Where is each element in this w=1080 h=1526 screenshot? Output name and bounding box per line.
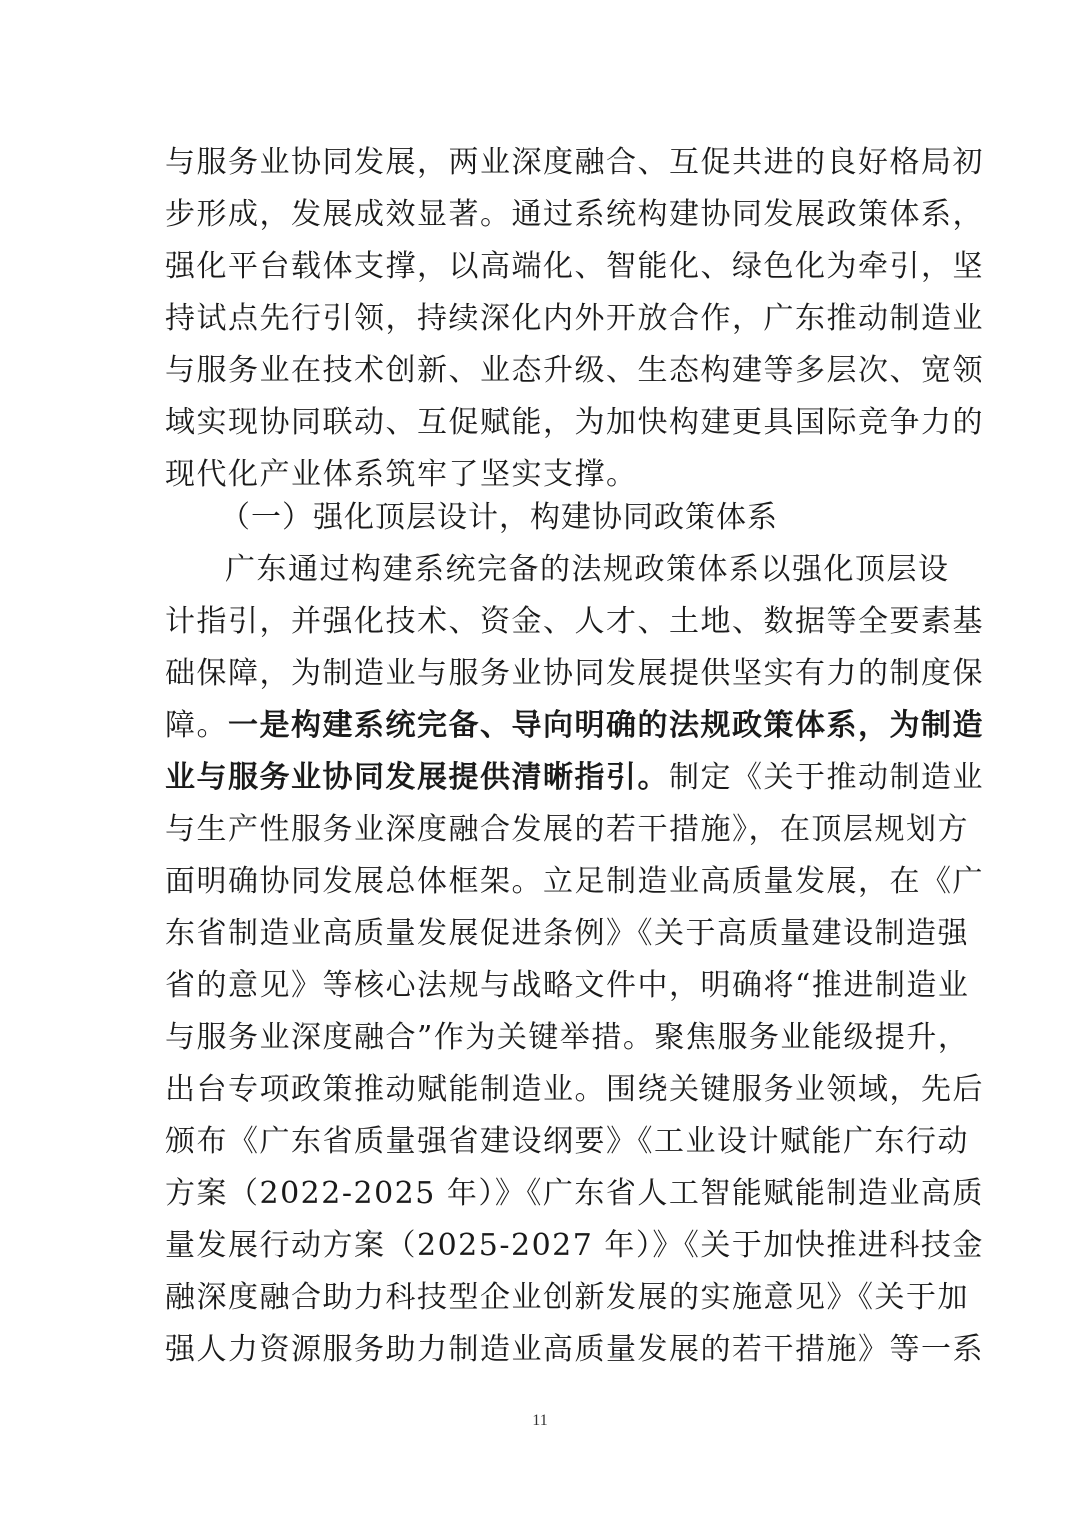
text-line: 面明确协同发展总体框架。立足制造业高质量发展，在《广 xyxy=(165,864,984,899)
text-line: 步形成，发展成效显著。通过系统构建协同发展政策体系， xyxy=(165,197,984,232)
text-bold: 一是构建系统完备、导向明确的法规政策体系，为制造 xyxy=(228,708,984,743)
page-number: 11 xyxy=(532,1412,548,1429)
main-paragraph xyxy=(165,544,984,1376)
text-line: 出台专项政策推动赋能制造业。围绕关键服务业领域，先后 xyxy=(165,1072,984,1107)
text-line: 域实现协同联动、互促赋能，为加快构建更具国际竞争力的 xyxy=(165,405,984,440)
text-line: 省的意见》等核心法规与战略文件中，明确将“推进制造业 xyxy=(165,968,970,1003)
text-line: 与生产性服务业深度融合发展的若干措施》，在顶层规划方 xyxy=(165,812,969,847)
text-line: 强化平台载体支撑，以高端化、智能化、绿色化为牵引，坚 xyxy=(165,249,984,284)
section-heading xyxy=(220,492,980,544)
text-line: 与服务业深度融合”作为关键举措。聚焦服务业能级提升， xyxy=(165,1020,970,1055)
section-heading-text: （一）强化顶层设计，构建协同政策体系 xyxy=(220,500,778,535)
text-line-mixed xyxy=(165,752,984,804)
text-line: 础保障，为制造业与服务业协同发展提供坚实有力的制度保 xyxy=(165,656,984,691)
text-line: 融深度融合助力科技型企业创新发展的实施意见》《关于加 xyxy=(165,1280,969,1315)
text-line: 东省制造业高质量发展促进条例》《关于高质量建设制造强 xyxy=(165,916,969,951)
text-line: 现代化产业体系筑牢了坚实支撑。 xyxy=(165,457,638,492)
text-line: 计指引，并强化技术、资金、人才、土地、数据等全要素基 xyxy=(165,604,984,639)
text-line: 与服务业协同发展，两业深度融合、互促共进的良好格局初 xyxy=(165,145,984,180)
text-normal: 制定《关于推动制造业 xyxy=(669,760,984,795)
text-line: 广东通过构建系统完备的法规政策体系以强化顶层设 xyxy=(225,552,950,587)
text-line: 与服务业在技术创新、业态升级、生态构建等多层次、宽领 xyxy=(165,353,984,388)
intro-paragraph xyxy=(165,137,984,501)
text-line: 持试点先行引领，持续深化内外开放合作，广东推动制造业 xyxy=(165,301,984,336)
text-line: 方案（2022-2025 年）》《广东省人工智能赋能制造业高质 xyxy=(165,1176,984,1211)
text-line: 强人力资源服务助力制造业高质量发展的若干措施》等一系 xyxy=(165,1332,984,1367)
text-line-mixed xyxy=(165,700,984,752)
text-line: 颁布《广东省质量强省建设纲要》《工业设计赋能广东行动 xyxy=(165,1124,969,1159)
text-normal: 障。 xyxy=(165,708,228,743)
text-line: 量发展行动方案（2025-2027 年）》《关于加快推进科技金 xyxy=(165,1228,984,1263)
text-bold: 业与服务业协同发展提供清晰指引。 xyxy=(165,760,669,795)
